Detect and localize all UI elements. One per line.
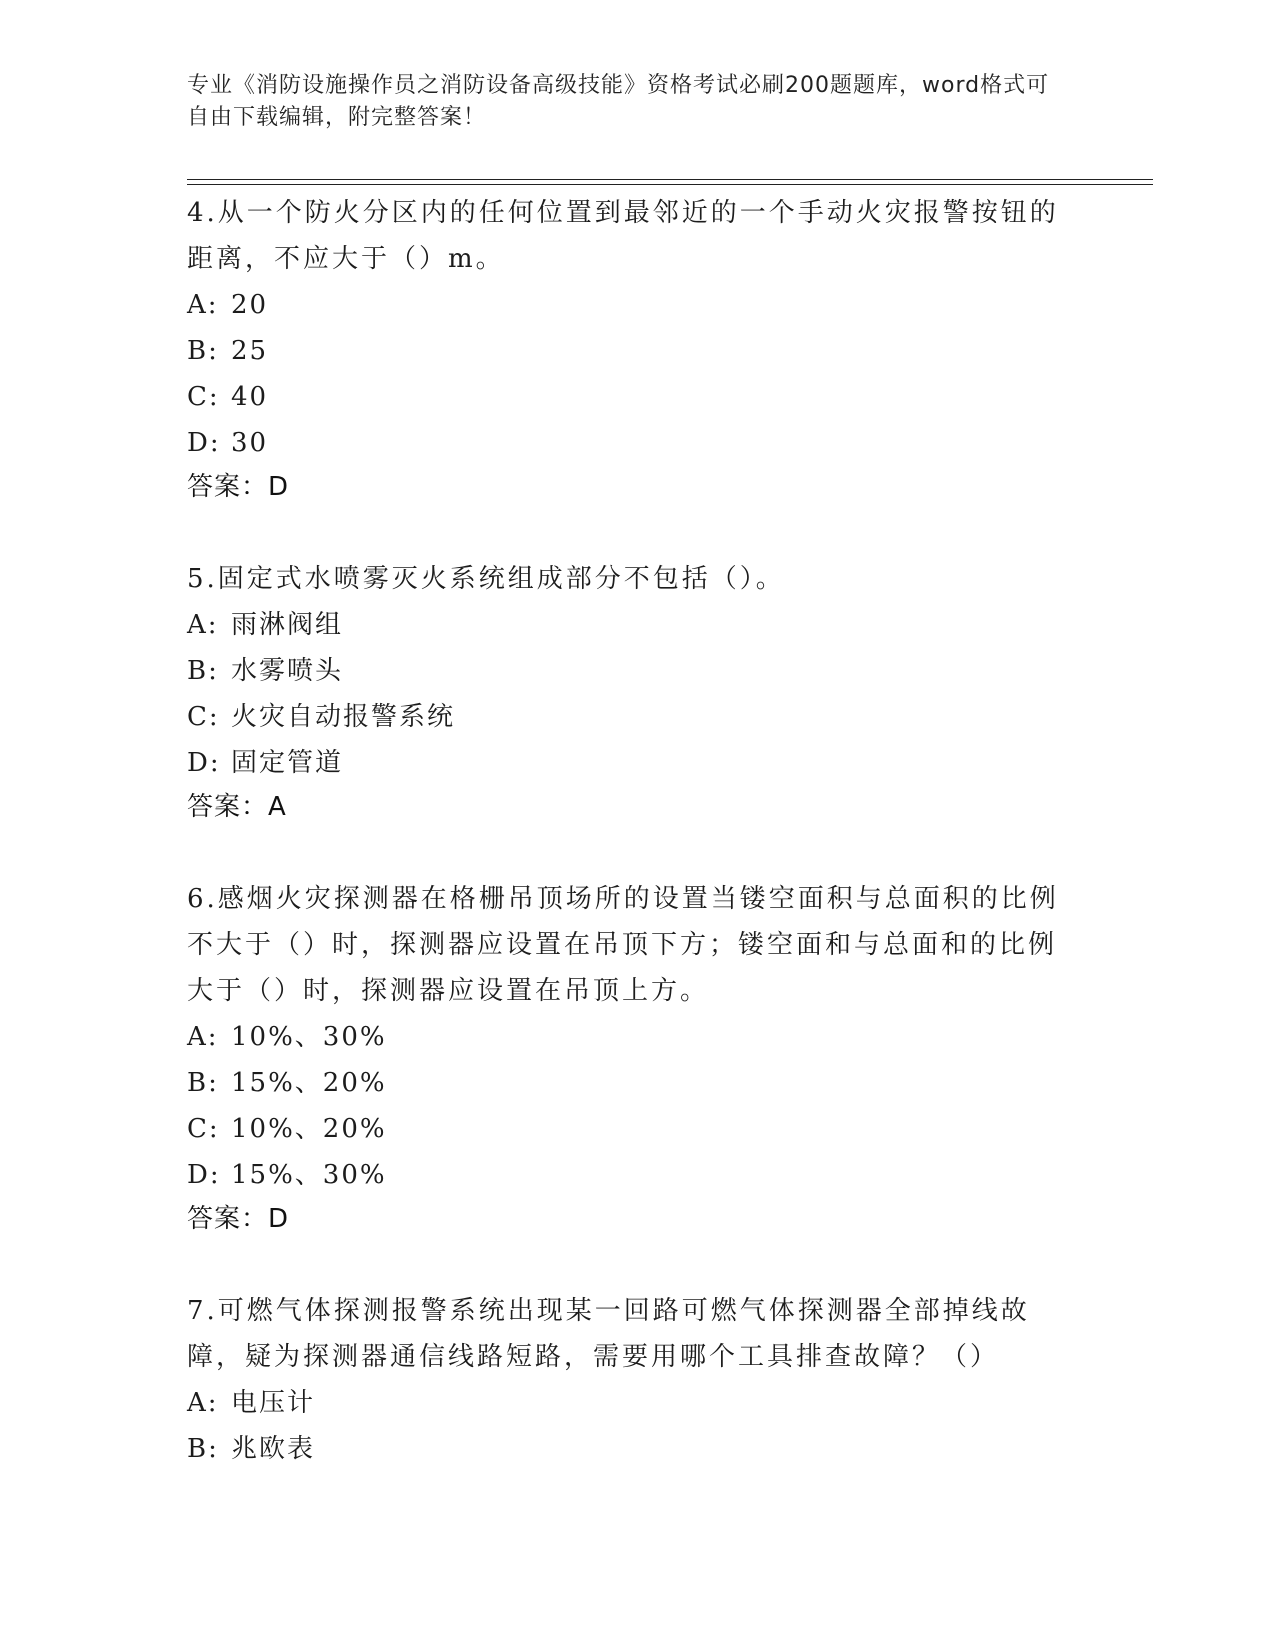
- option-b: [187, 1426, 1067, 1472]
- option-text: 固定管道: [231, 748, 344, 778]
- option-text: 电压计: [231, 1388, 316, 1418]
- option-key: C:: [187, 382, 220, 412]
- answer-text: 答案：D: [187, 472, 290, 502]
- option-text: 25: [231, 336, 269, 366]
- option-text: 40: [231, 382, 269, 412]
- question-text: 6.感烟火灾探测器在格栅吊顶场所的设置当镂空面积与总面积的比例不大于（）时，探测器应设置在吊顶下方；镂空面和与总面和的比例大于（）时，探测器应设置在吊顶上方。: [187, 884, 1059, 1006]
- option-key: D:: [187, 748, 221, 778]
- option-c: [187, 374, 1067, 420]
- option-d: [187, 740, 1067, 786]
- option-key: B:: [187, 336, 219, 366]
- option-key: C:: [187, 702, 220, 732]
- option-b: [187, 1060, 1067, 1106]
- question-7: [187, 1288, 1067, 1472]
- document-header: [187, 70, 1067, 134]
- option-text: 10%、20%: [231, 1114, 387, 1144]
- option-text: 雨淋阀组: [231, 610, 344, 640]
- option-key: A:: [187, 290, 219, 320]
- option-a: [187, 282, 1067, 328]
- option-d: [187, 420, 1067, 466]
- option-a: [187, 1014, 1067, 1060]
- option-text: 10%、30%: [231, 1022, 387, 1052]
- option-key: A:: [187, 1022, 219, 1052]
- option-c: [187, 694, 1067, 740]
- question-text: 5.固定式水喷雾灭火系统组成部分不包括（）。: [187, 564, 785, 594]
- question-4: [187, 190, 1067, 508]
- option-b: [187, 328, 1067, 374]
- option-key: B:: [187, 1434, 219, 1464]
- option-b: [187, 648, 1067, 694]
- option-text: 20: [231, 290, 269, 320]
- option-key: A:: [187, 1388, 219, 1418]
- option-key: C:: [187, 1114, 220, 1144]
- option-key: D:: [187, 1160, 221, 1190]
- answer-text: 答案：D: [187, 1204, 290, 1234]
- option-a: [187, 1380, 1067, 1426]
- option-text: 15%、30%: [231, 1160, 387, 1190]
- option-text: 水雾喷头: [231, 656, 344, 686]
- option-a: [187, 602, 1067, 648]
- option-text: 15%、20%: [231, 1068, 387, 1098]
- option-key: A:: [187, 610, 219, 640]
- header-rule-bottom: [187, 184, 1153, 185]
- question-text: 4.从一个防火分区内的任何位置到最邻近的一个手动火灾报警按钮的距离，不应大于（）m。: [187, 198, 1059, 274]
- answer-text: 答案：A: [187, 792, 287, 822]
- question-list: [187, 190, 1067, 1520]
- option-d: [187, 1152, 1067, 1198]
- header-intro-text: 专业《消防设施操作员之消防设备高级技能》资格考试必刷200题题库，word格式可自由下载编辑，附完整答案！: [187, 73, 1050, 130]
- header-rule-top: [187, 179, 1153, 180]
- option-text: 兆欧表: [231, 1434, 316, 1464]
- option-c: [187, 1106, 1067, 1152]
- question-6: [187, 876, 1067, 1240]
- option-key: B:: [187, 656, 219, 686]
- option-text: 30: [231, 428, 269, 458]
- option-text: 火灾自动报警系统: [231, 702, 456, 732]
- question-5: [187, 556, 1067, 828]
- option-key: B:: [187, 1068, 219, 1098]
- question-text: 7.可燃气体探测报警系统出现某一回路可燃气体探测器全部掉线故障，疑为探测器通信线路短路，需要用哪个工具排查故障？（）: [187, 1296, 1030, 1372]
- option-key: D:: [187, 428, 221, 458]
